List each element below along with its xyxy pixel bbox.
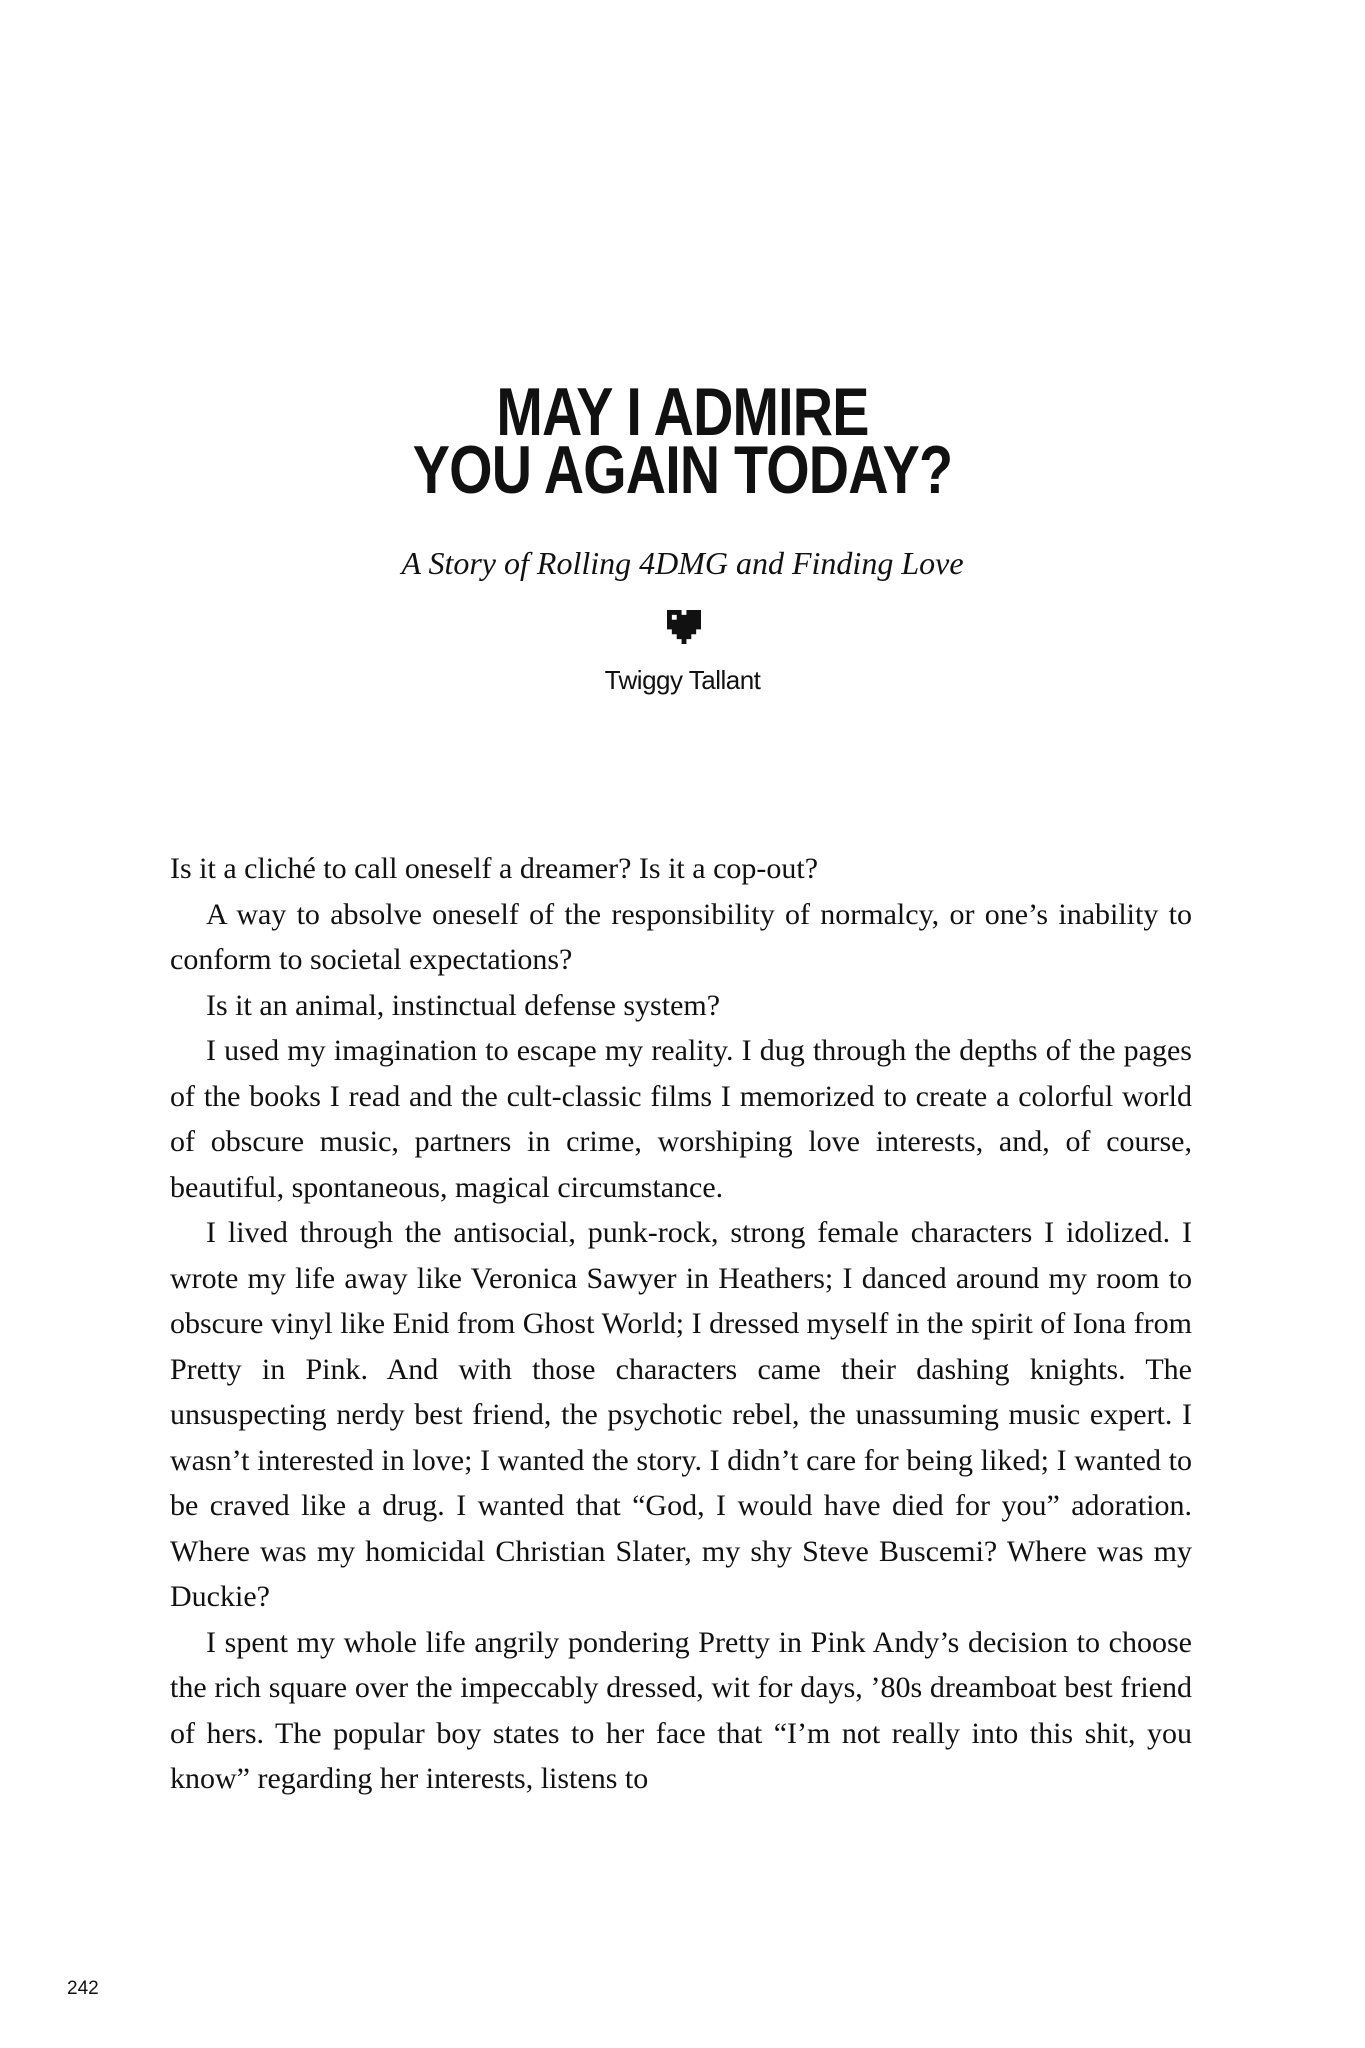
chapter-title bbox=[0, 374, 1365, 508]
chapter-title-line-2: YOU AGAIN TODAY? bbox=[412, 432, 953, 508]
chapter-title-line-1: MAY I ADMIRE bbox=[496, 374, 869, 450]
paragraph: I spent my whole life angrily pondering Pretty in Pink Andy’s decision to choose the rich square over the impeccably dressed, wit for days, ’80s dreamboat best friend of hers. The popular boy states to her face that “I’m not really into this shit, you know” regarding her interests, listens to bbox=[170, 1625, 1192, 1795]
chapter-subtitle: A Story of Rolling 4DMG and Finding Love bbox=[401, 545, 964, 581]
paragraph: I used my imagination to escape my reality. I dug through the depths of the pages of the books I read and the cult-classic films I memorized to create a colorful world of obscure music, partners in crime, worshiping love interests, and, of course, beautiful, spontaneous, magical circumstance. bbox=[170, 1034, 1192, 1204]
paragraph: Is it a cliché to call oneself a dreamer? Is it a cop-out? bbox=[170, 852, 819, 885]
body-text bbox=[170, 846, 1192, 1802]
pixel-heart-icon bbox=[667, 610, 701, 644]
author-name: Twiggy Tallant bbox=[604, 665, 761, 695]
paragraph: A way to absolve oneself of the responsibility of normalcy, or one’s inability to conform to societal expectations? bbox=[170, 897, 1192, 976]
page-number: 242 bbox=[67, 1978, 99, 1999]
paragraph: I lived through the antisocial, punk-rock, strong female characters I idolized. I wrote my life away like Veronica Sawyer in Heathers; I danced around my room to obscure vinyl like Enid from Ghost World; I dressed myself in the spirit of Iona from Pretty in Pink. And with those characters came their dashing knights. The unsuspecting nerdy best friend, the psychotic rebel, the unassuming music expert. I wasn’t interested in love; I wanted the story. I didn’t care for being liked; I wanted to be craved like a drug. I wanted that “God, I would have died for you” adoration. Where was my homicidal Christian Slater, my shy Steve Buscemi? Where was my Duckie? bbox=[170, 1216, 1192, 1613]
paragraph: Is it an animal, instinctual defense system? bbox=[206, 988, 721, 1022]
